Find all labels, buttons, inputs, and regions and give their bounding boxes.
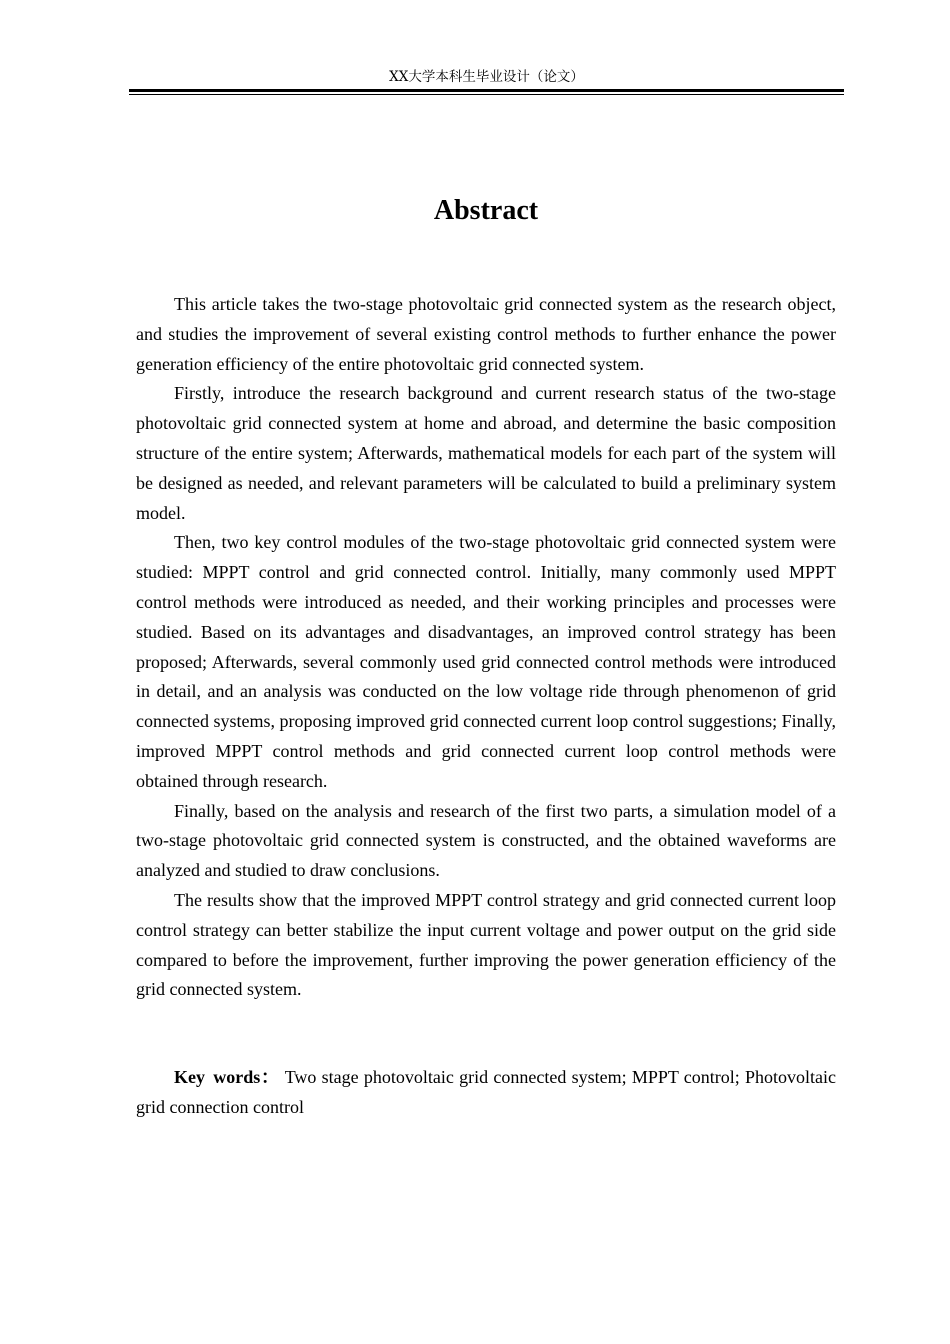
- running-header: XX大学本科生毕业设计（论文）: [389, 69, 584, 85]
- header-rule-thin: [129, 94, 844, 95]
- keywords-label: Key words：: [174, 1067, 280, 1087]
- abstract-paragraph: Firstly, introduce the research background and current research status of the two-stage photovoltaic grid connected system at home and abroad, and determine the basic composition structure of the entire system; Afterwards, mathematical models for each part of the system will be designed as needed, and relevant parameters will be calculated to build a preliminary system model.: [136, 383, 836, 523]
- keywords: [136, 1063, 836, 1123]
- abstract-paragraph: Finally, based on the analysis and research of the first two parts, a simulation model of a two-stage photovoltaic grid connected system is constructed, and the obtained waveforms are analyzed and studied to draw conclusions.: [136, 800, 836, 881]
- header-rule-thick: [129, 89, 844, 92]
- abstract-paragraph: This article takes the two-stage photovoltaic grid connected system as the research object, and studies the improvement of several existing control methods to further enhance the power generation efficiency of the entire photovoltaic grid connected system.: [136, 294, 836, 374]
- abstract-paragraph: The results show that the improved MPPT control strategy and grid connected current loop control strategy can better stabilize the input current voltage and power output on the grid side compared to before the improvement, further improving the power generation efficiency of the grid connected system.: [136, 889, 836, 1000]
- abstract-body: [136, 290, 836, 1005]
- abstract-paragraph: Then, two key control modules of the two-stage photovoltaic grid connected system were studied: MPPT control and grid connected control. Initially, many commonly used MPPT control methods were introduced as needed, and their working principles and processes were studied. Based on its advantages and disadvantages, an improved control strategy has been proposed; Afterwards, several commonly used grid connected control methods were introduced in detail, and an analysis was conducted on the low voltage ride through phenomenon of grid connected systems, proposing improved grid connected current loop control suggestions; Finally, improved MPPT control methods and grid connected current loop control methods were obtained through research.: [136, 532, 836, 791]
- page-title: Abstract: [433, 195, 539, 226]
- keywords-text: Two stage photovoltaic grid connected system; MPPT control; Photovoltaic grid connection control: [136, 1067, 837, 1117]
